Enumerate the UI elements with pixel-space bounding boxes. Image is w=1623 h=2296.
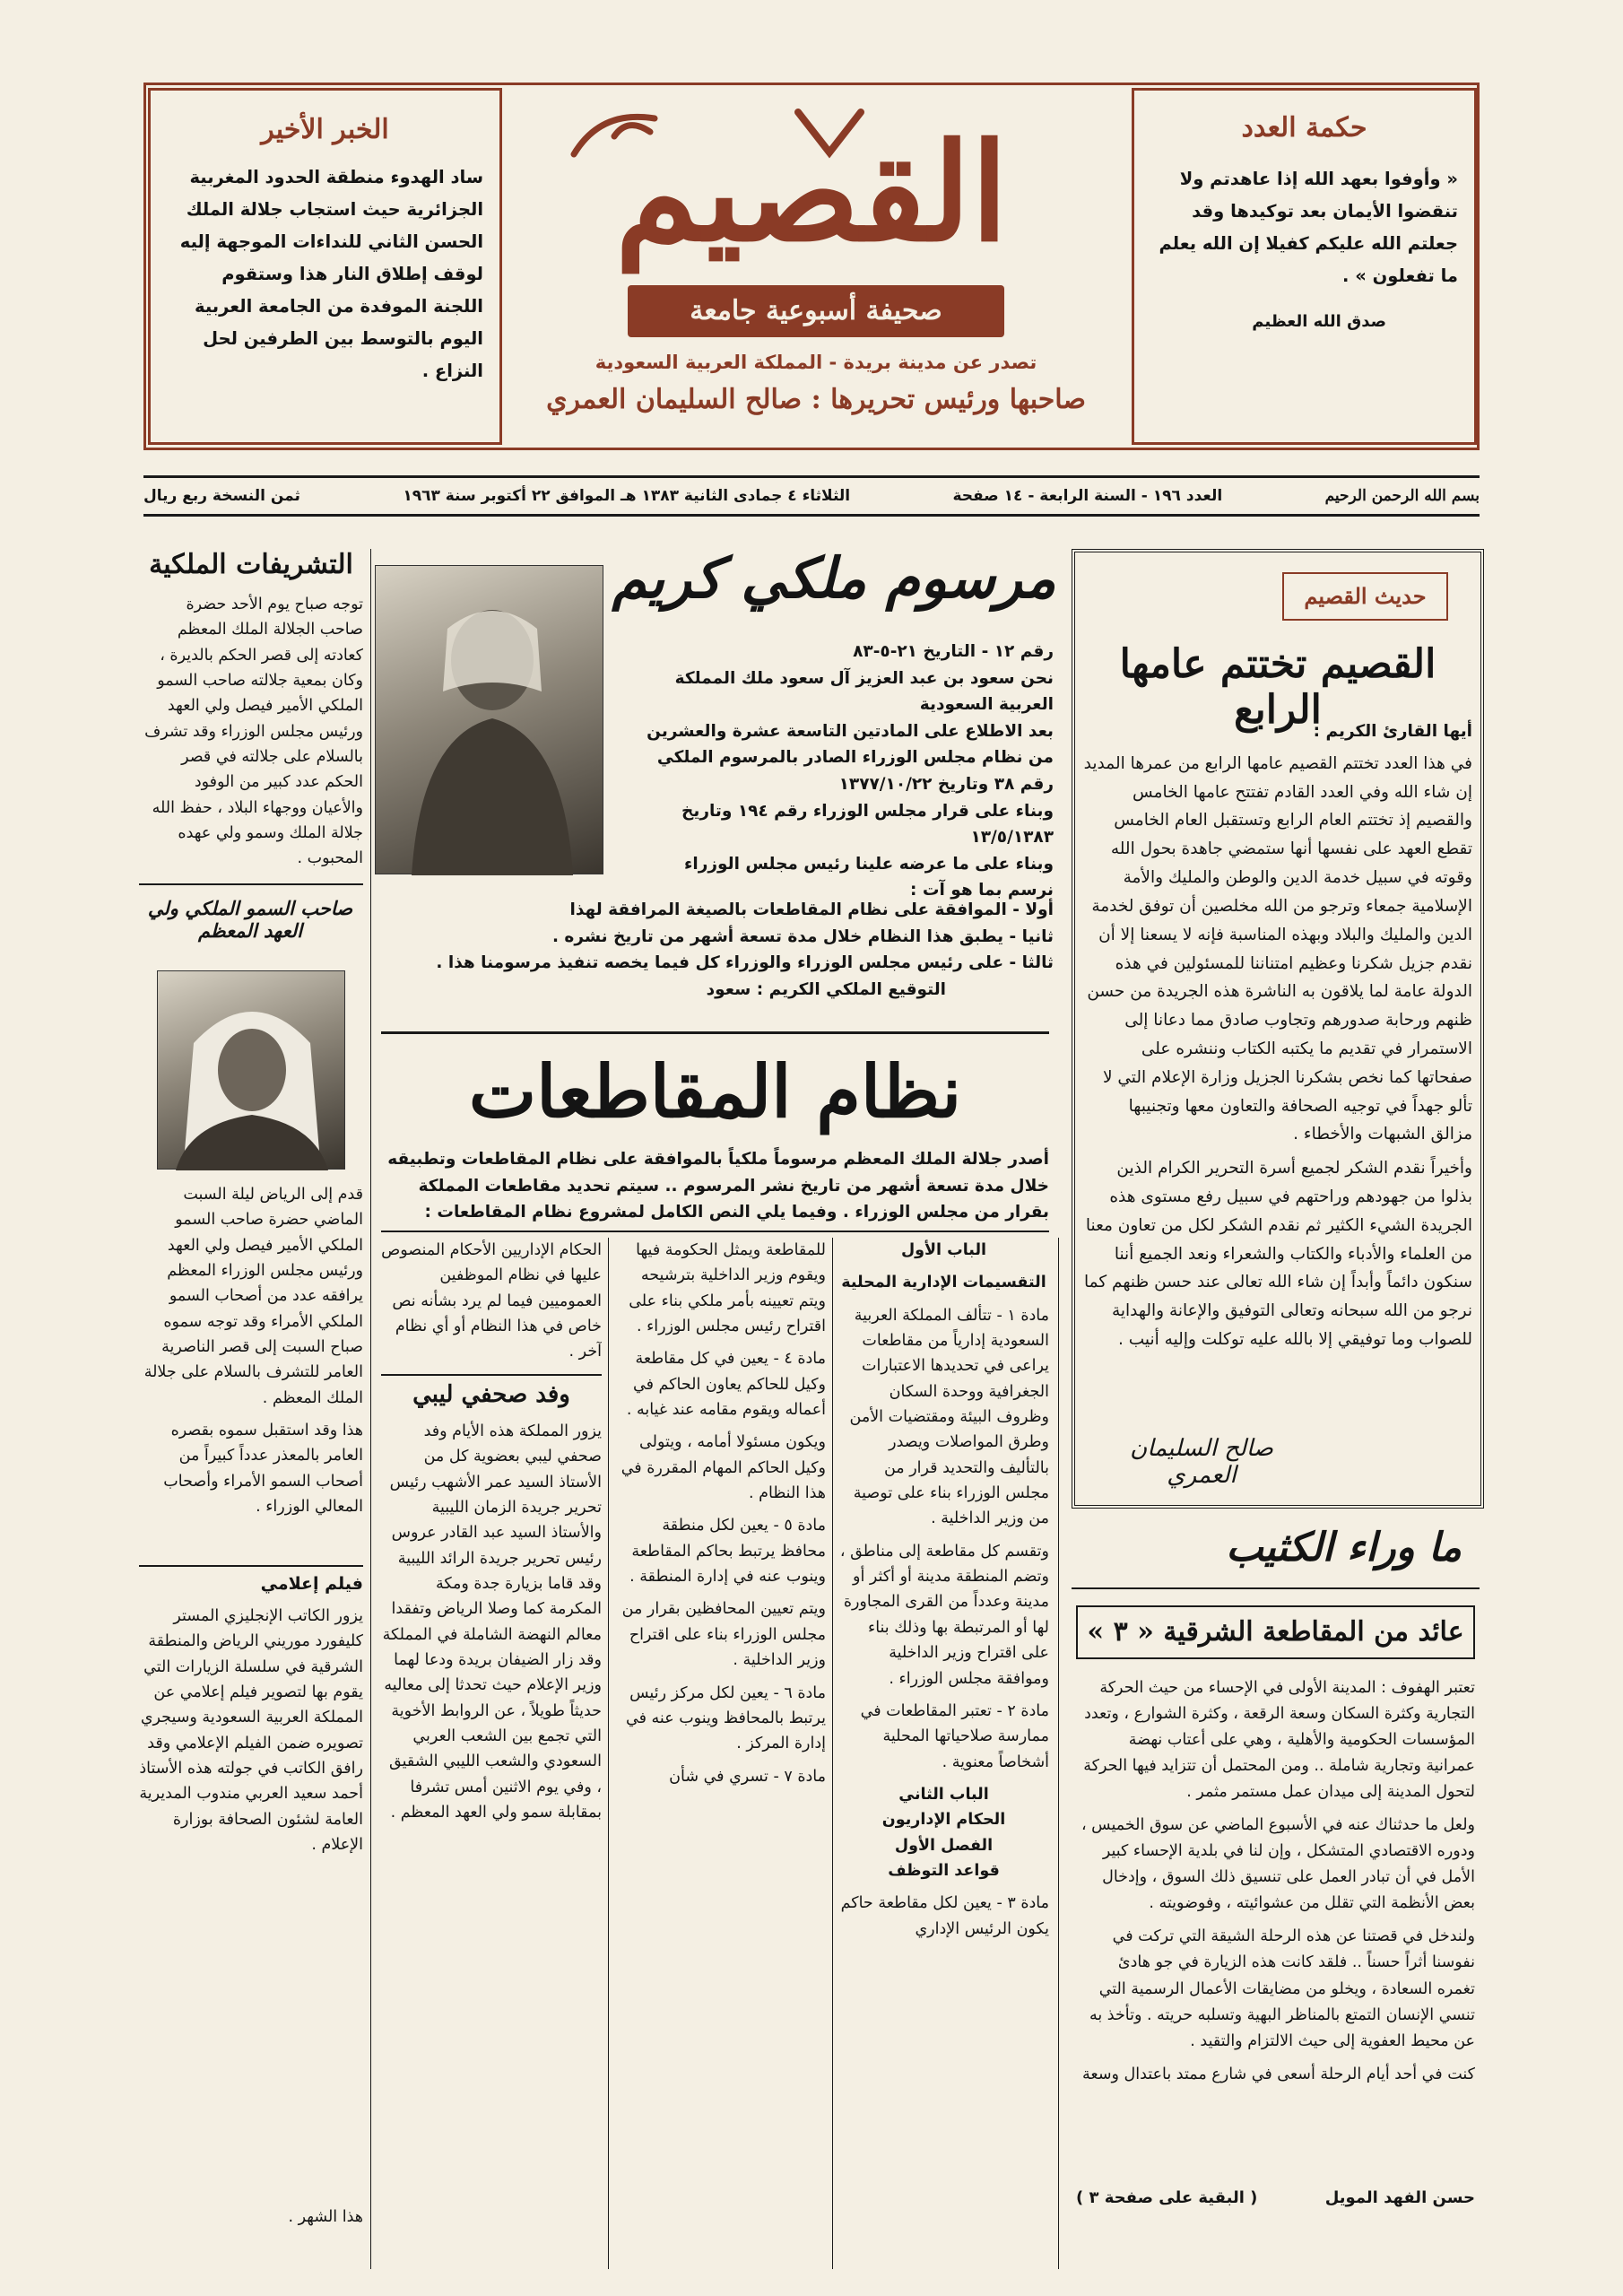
provinces-paragraph: وتقسم كل مقاطعة إلى مناطق ، وتضم المنطقة مدينة أو أكثر أو مدينة وعدداً من القرى المجاورة لها أو المرتبطة بها وذلك بناء على اقتراح وزير الداخلية وموافقة مجلس الوزراء . xyxy=(839,1542,1049,1688)
crown-prince-paragraph: قدم إلى الرياض ليلة السبت الماضي حضرة صاحب السمو الملكي الأمير فيصل ولي العهد ورئيس مجلس الوزراء المعظم يرافقه عدد من أصحاب السمو الملكي الأمراء وقد توجه سموه صباح السبت إلى قصر الناصرية العامر للتشرف بالسلام على جلالة الملك المعظم . xyxy=(143,1186,363,1407)
decree-line: ثانيا - يطبق هذا النظام خلال مدة تسعة أشهر من تاريخ نشره . xyxy=(551,926,1054,946)
section-divider xyxy=(139,1565,363,1567)
decree-line: نحن سعود بن عبد العزيز آل سعود ملك المملكة العربية السعودية xyxy=(674,668,1054,715)
editorial-body xyxy=(1083,718,1472,1363)
newspaper-tagline: صحيفة أسبوعية جامعة xyxy=(628,285,1004,337)
dunes-paragraph: تعتبر الهفوف : المدينة الأولى في الإحساء من حيث الحركة التجارية وكثرة السكان وسعة الرقعة ، وكثرة الشوارع ، وتعدد المؤسسات الحكومية والأهلية ، وهي على أعتاب نهضة عمرانية وتجارية شاملة .. ومن المحتمل أن تتزايد فيها الحركة لتحول المدينة إلى ميدان عمل مستمر مثمر . xyxy=(1083,1679,1475,1802)
issue-date: الثلاثاء ٤ جمادى الثانية ١٣٨٣ هـ الموافق ٢٢ أكتوبر سنة ١٩٦٣ xyxy=(403,487,851,505)
provinces-paragraph: ويتم تعيين المحافظين بقرار من مجلس الوزراء بناء على اقتراح وزير الداخلية . xyxy=(621,1600,826,1670)
honors-headline: التشريفات الملكية xyxy=(149,549,353,580)
provinces-paragraph: مادة ٦ - يعين لكل مركز رئيس يرتبط بالمحافظ وينوب عنه في إدارة المركز . xyxy=(626,1683,826,1753)
provinces-paragraph: مادة ٧ - تسري في شأن xyxy=(669,1767,826,1786)
latest-news-box xyxy=(148,88,502,445)
provinces-heading: التقسيمات الإدارية المحلية xyxy=(841,1274,1046,1292)
editorial-signature: صالح السليمان العمري xyxy=(1130,1435,1273,1489)
media-film-text: يزور الكاتب الإنجليزي المستر كليفورد موريني الرياض والمنطقة الشرقية في سلسلة الزيارات التي يقوم بها لتصوير فيلم إعلامي عن المملكة العربية السعودية وسيجري تصويره ضمن الفيلم الإعلامي وقد رافق الكاتب في جولته هذه الأستاذ أحمد سعيد العربي مندوب المديرية العامة لشئون الصحافة بوزارة الإعلام . xyxy=(139,1607,363,1855)
issue-price: ثمن النسخة ربع ريال xyxy=(143,487,300,505)
media-film-headline: فيلم إعلامي xyxy=(260,1574,363,1594)
dunes-footer xyxy=(1076,2188,1475,2207)
newspaper-origin: تصدر عن مدينة بريدة - المملكة العربية السعودية xyxy=(595,352,1037,373)
column-divider xyxy=(1058,1238,1059,2269)
column-divider xyxy=(370,549,371,2269)
crown-prince-text xyxy=(139,1182,363,1559)
provinces-paragraph: مادة ٥ - يعين لكل منطقة محافظ يرتبط بحاكم المقاطعة وينوب عنه في إدارة المنطقة . xyxy=(629,1517,826,1587)
section-divider xyxy=(381,1231,1049,1232)
provinces-paragraph: مادة ٢ - تعتبر المقاطعات في ممارسة صلاحياتها المحلية أشخاصاً معنوية . xyxy=(860,1701,1049,1771)
editorial-badge: حديث القصيم xyxy=(1282,572,1448,621)
decree-line: أولا - الموافقة على نظام المقاطعات بالصيغة المرافقة لهذا xyxy=(569,900,1054,919)
column-divider xyxy=(608,1238,609,2269)
dunes-headline: عائد من المقاطعة الشرقية « ٣ » xyxy=(1076,1605,1475,1659)
newspaper-publisher: صاحبها ورئيس تحريرها : صالح السليمان العمري xyxy=(546,384,1086,415)
editorial-paragraph: وأخيراً نقدم الشكر لجميع أسرة التحرير الكرام الذين بذلوا من جهودهم وراحتهم في سبيل رفع مستوى هذه الجريدة الشيء الكثير ثم نقدم الشكر لكل من تعاون معنا من العلماء والأدباء والكتاب والشعراء ونعد الجميع أننا سنكون دائماً وأبداً إن شاء الله تعالى عند حسن ظنهم كما نرجو من الله سبحانه وتعالى التوفيق والإعانة والهداية للصواب وما توفيقي إلا بالله عليه توكلت وإليه أنيب . xyxy=(1084,1159,1472,1350)
section-divider xyxy=(1072,1587,1480,1589)
latest-news-text: ساد الهدوء منطقة الحدود المغربية الجزائرية حيث استجاب جلالة الملك الحسن الثاني للنداءات الموجهة إليه لوقف إطلاق النار هذا وستقوم اللجنة الموفدة من الجامعة العربية اليوم بالتوسط بين الطرفين لحل النزاع . xyxy=(179,167,483,382)
section-divider xyxy=(381,1374,602,1376)
decree-headline: مرسوم ملكي كريم xyxy=(612,545,1056,611)
dunes-paragraph: ولعل ما حدثناك عنه في الأسبوع الماضي عن سوق الخميس ، ودوره الاقتصادي المتشكل ، وإن لنا في بلدية الإحساء كبير الأمل في أن تبادر العمل على تنسيق ذلك السوق ، وإدخال بعض الأنظمة التي تقلل من عشوائيته ، وفوضويته . xyxy=(1081,1816,1475,1913)
dunes-column-title: ما وراء الكثيب xyxy=(1226,1525,1462,1570)
provinces-intro: أصدر جلالة الملك المعظم مرسوماً ملكياً بالموافقة على نظام المقاطعات وتطبيقه خلال مدة تسعة أشهر من تاريخ نشر المرسوم .. سيتم تحديد مقاطعات المملكة بقرار من مجلس الوزراء . وفيما يلي النص الكامل لمشروع نظام المقاطعات : xyxy=(387,1150,1049,1222)
dunes-paragraph: ولندخل في قصتنا عن هذه الرحلة الشيقة التي تركت في نفوسنا أثراً حسناً .. فلقد كانت هذه الزيارة في جو هادئ تغمره السعادة ، ويخلو من مضايقات الأعمال الرسمية التي تنسي الإنسان التمتع بالمناظر البهية وتسلبه حريته . وتأخذ به عن محيط العفوية إلى حيث الالتزام والتقيد . xyxy=(1089,1927,1475,2050)
provinces-heading: الفصل الأول xyxy=(894,1836,994,1855)
crown-prince-headline: صاحب السمو الملكي ولي العهد المعظم xyxy=(147,897,353,942)
editorial-paragraph: في هذا العدد تختتم القصيم عامها الرابع من عمرها المديد إن شاء الله وفي العدد القادم تفتتح عامها الخامس والقصيم إذ تختتم العام الرابع وتستقبل العام الخامس تقطع العهد على نفسها أنها ستمضي جاهدة بحول الله وقوته في سبيل خدمة الدين والوطن والمليك والأمة الإسلامية جمعاء وترجو من الله مخلصين أن توفق لخدمة الدين والمليك والبلاد وبهذه المناسبة فإنه لا يسعنا إلا أن نقدم جزيل شكرنا وعظيم امتناننا للمسئولين في هذه الدولة عامة لما يلاقون به الناشرة هذه الجريدة من حسن ظنهم ورحابة صدورهم وتجاوب صادق مما دعانا إلى الاستمرار في تقديم ما يكتبه الكتاب وننشره على صفحاتها كما نخص بشكرنا الجزيل وزارة الإعلام التي لا تألو جهداً في توجيه الصحافة والتعاون معها وتجنيبها مزالق الشبهات والأخطاء . xyxy=(1083,753,1472,1144)
decree-line: ثالثا - على رئيس مجلس الوزراء والوزراء كل فيما يخصه تنفيذ مرسومنا هذا . xyxy=(436,953,1054,973)
crown-prince-photo xyxy=(157,970,345,1170)
dateline-top-rule xyxy=(143,475,1480,478)
provinces-heading: قواعد التوظف xyxy=(888,1861,1000,1880)
issue-number: العدد ١٩٦ - السنة الرابعة - ١٤ صفحة xyxy=(952,487,1223,505)
decree-number: رقم ١٢ - التاريخ ٢١-٥-٨٣ xyxy=(853,642,1054,661)
provinces-column-3 xyxy=(381,1238,602,1372)
provinces-column-2 xyxy=(614,1238,826,2269)
wisdom-box xyxy=(1132,88,1477,445)
section-divider xyxy=(139,883,363,885)
wisdom-heading: حكمة العدد xyxy=(1241,112,1367,144)
media-film-footer: هذا الشهر . xyxy=(288,2208,363,2226)
honors-text: توجه صباح يوم الأحد حضرة صاحب الجلالة الملك المعظم كعادته إلى قصر الحكم بالديرة ، وكان بمعية جلالته صاحب السمو الملكي الأمير فيصل ولي العهد ورئيس مجلس الوزراء وقد تشرف بالسلام على جلالته في قصر الحكم عدد كبير من الوفود والأعيان ووجهاء البلاد ، حفظ الله جلالة الملك وسمو ولي عهده المحبوب . xyxy=(144,596,363,868)
provinces-paragraph: مادة ٤ - يعين في كل مقاطعة وكيل للحاكم يعاون الحاكم في أعماله ويقوم مقامه عند غيابه . xyxy=(626,1350,826,1420)
newspaper-title: القصيم xyxy=(614,114,1009,272)
decree-line: بعد الاطلاع على المادتين التاسعة عشرة والعشرين من نظام مجلس الوزراء الصادر بالمرسوم الملكي رقم ٣٨ وتاريخ ١٣٧٧/١٠/٢٢ xyxy=(647,721,1054,794)
provinces-paragraph: للمقاطعة ويمثل الحكومة فيها ويقوم وزير الداخلية بترشيحه ويتم تعيينه بأمر ملكي بناء على اقتراح رئيس مجلس الوزراء . xyxy=(629,1241,826,1336)
decree-articles xyxy=(381,897,1054,1003)
dateline-bar xyxy=(143,481,1480,511)
editorial-greeting: أيها القارئ الكريم : xyxy=(1313,722,1472,741)
decree-signature: التوقيع الملكي الكريم : سعود xyxy=(706,979,946,999)
king-saud-photo xyxy=(375,565,603,874)
basmala: بسم الله الرحمن الرحيم xyxy=(1324,487,1480,505)
dunes-author: حسن الفهد المويل xyxy=(1324,2188,1475,2207)
provinces-paragraph: الحكام الإداريين الأحكام المنصوص عليها في نظام الموظفين العموميين فيما لم يرد بشأنه نص خاص في هذا النظام أو أي نظام آخر . xyxy=(381,1241,602,1361)
dateline-bottom-rule xyxy=(143,514,1480,517)
dunes-continued: ( البقية على صفحة ٣ ) xyxy=(1076,2188,1258,2207)
provinces-column-1 xyxy=(838,1238,1049,2269)
section-divider xyxy=(381,1031,1049,1034)
provinces-heading: الباب الثاني xyxy=(898,1785,989,1804)
decree-line: وبناء على ما عرضه علينا رئيس مجلس الوزراء xyxy=(683,854,1054,874)
dunes-paragraph: كنت في أحد أيام الرحلة أسعى في شارع ممتد باعتدال وسعة xyxy=(1082,2065,1475,2083)
decree-line: وبناء على قرار مجلس الوزراء رقم ١٩٤ وتاريخ ١٣/٥/١٣٨٣ xyxy=(681,801,1054,848)
latest-news-heading: الخبر الأخير xyxy=(261,114,389,145)
portrait-silhouette-icon xyxy=(376,566,604,875)
crown-prince-paragraph: هذا وقد استقبل سموه بقصره العامر بالمعذر عدداً كبيراً من أصحاب السمو الأمراء وأصحاب المعالي الوزراء . xyxy=(163,1422,363,1517)
provinces-paragraph: مادة ١ - تتألف المملكة العربية السعودية إدارياً من مقاطعات يراعى في تحديدها الاعتبارات الجغرافية ووحدة السكان وظروف البيئة ومقتضيات الأمن وطرق المواصلات ويصدر بالتأليف والتحديد قرار من مجلس الوزراء بناء على توصية من وزير الداخلية . xyxy=(849,1306,1049,1528)
editorial-headline: القصيم تختتم عامها الرابع xyxy=(1119,641,1436,733)
column-divider xyxy=(832,1238,833,2269)
provinces-heading: الحكام الإداريون xyxy=(881,1811,1006,1830)
libya-headline: وفد صحفي ليبي xyxy=(412,1381,570,1408)
decree-line: نرسم بما هو آت : xyxy=(910,881,1054,900)
provinces-paragraph: ويكون مسئولا أمامه ، ويتولى وكيل الحاكم المهام المقررة في هذا النظام . xyxy=(621,1433,826,1503)
provinces-heading: الباب الأول xyxy=(900,1241,987,1259)
wisdom-text: « وأوفوا بعهد الله إذا عاهدتم ولا تنقضوا الأيمان بعد توكيدها وقد جعلتم الله عليكم كفيلا إن الله يعلم ما تفعلون » . xyxy=(1159,169,1458,287)
provinces-headline: نظام المقاطعات xyxy=(468,1049,962,1134)
dunes-body xyxy=(1076,1675,1475,2173)
portrait-silhouette-icon xyxy=(158,971,346,1170)
libya-text: يزور المملكة هذه الأيام وفد صحفي ليبي بعضوية كل من الأستاذ السيد عمر الأشهب رئيس تحرير جريدة الزمان الليبية والأستاذ السيد عبد القادر عروس رئيس تحرير جريدة الرائد الليبية وقد قاما بزيارة جدة ومكة المكرمة كما وصلا الرياض وتفقدا معالم النهضة الشاملة في المملكة وقد زار الضيفان بريدة ودعا لهما وزير الإعلام حيث تحدثا إلى معاليه حديثاً طويلاً ، عن الروابط الأخوية التي تجمع بين الشعب العربي السعودي والشعب الليبي الشقيق ، وفي يوم الاثنين أمس تشرفا بمقابلة سمو ولي العهد المعظم . xyxy=(382,1422,602,1822)
wisdom-attribution: صدق الله العظيم xyxy=(1252,312,1386,332)
provinces-paragraph: مادة ٣ - يعين لكل مقاطعة حاكم يكون الرئيس الإداري xyxy=(840,1894,1049,1938)
